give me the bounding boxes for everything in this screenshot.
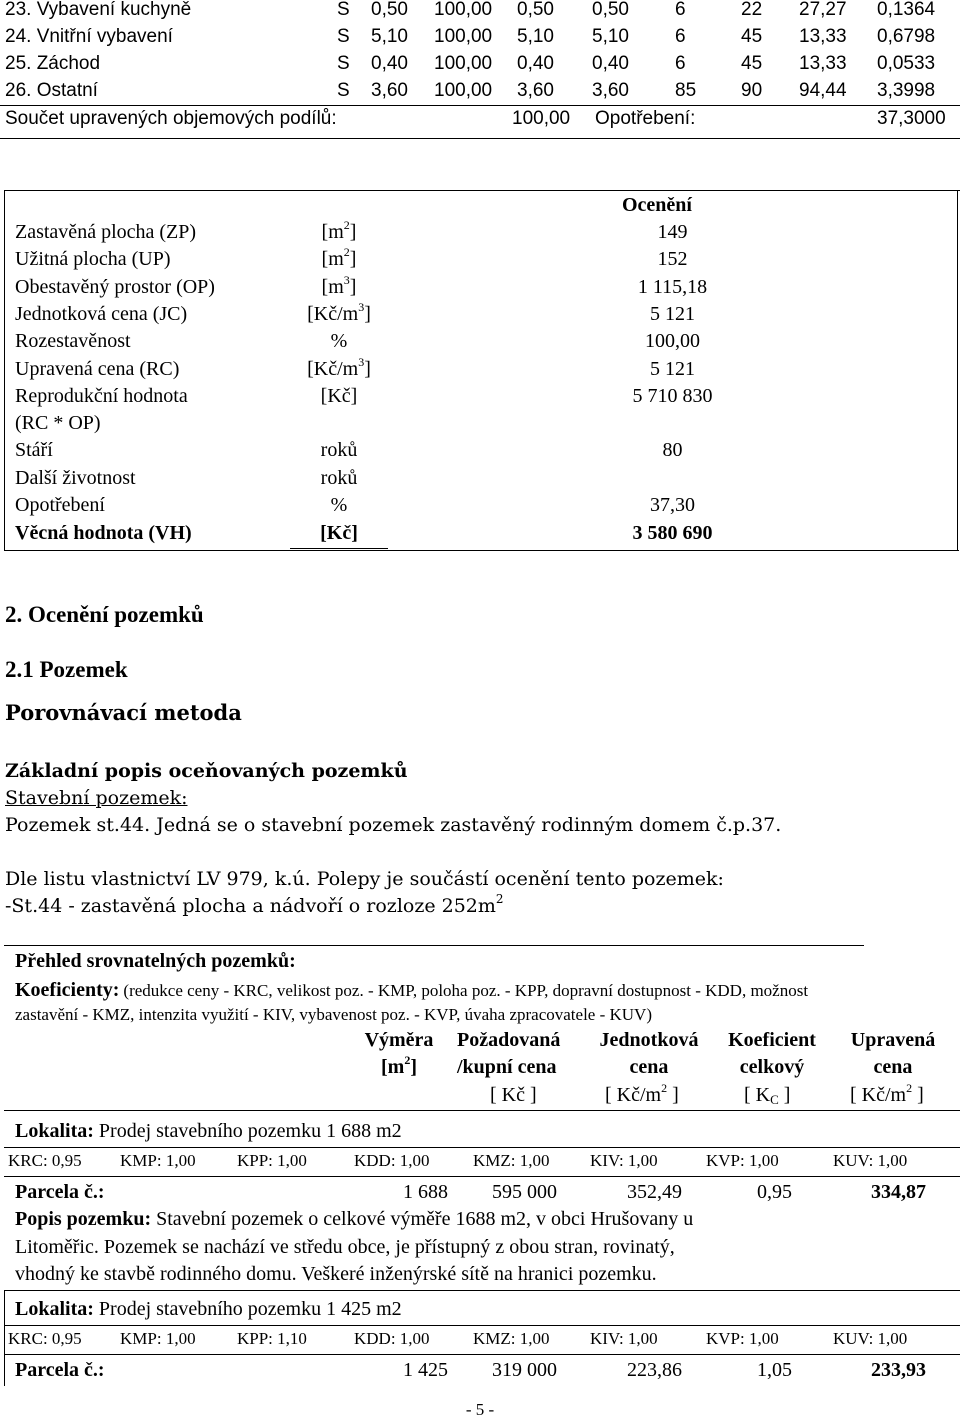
coefficient-value: KUV: 1,00 [833, 1329, 908, 1348]
row-g: 13,33 [799, 53, 847, 74]
header-adjusted-sub: cena [873, 1056, 913, 1078]
description-text-2: Litoměřic. Pozemek se nachází ve středu obce, je přístupný z obou stran, rovinatý, [15, 1236, 675, 1258]
valuation-unit [284, 355, 394, 381]
coefficients-label: Koeficienty: [15, 979, 120, 1001]
locality-line [15, 1120, 402, 1143]
parcel-coefficient: 0,95 [757, 1181, 792, 1203]
valuation-header: Ocenění [622, 194, 692, 216]
coefficient-value: KPP: 1,10 [237, 1329, 307, 1348]
superscript: 2 [906, 1081, 913, 1095]
unit-end: ] [349, 276, 357, 298]
header-area [355, 1029, 443, 1079]
row-c: 5,10 [517, 26, 554, 47]
ownership-note: Dle listu vlastnictví LV 979, k.ú. Polepy je součástí ocenění tento pozemek: [5, 868, 724, 890]
unit-text: [Kč/m [307, 358, 359, 380]
coefficient-value: KMP: 1,00 [120, 1151, 196, 1170]
unit-text: [m [321, 221, 344, 243]
unit-text: % [330, 330, 348, 352]
total-value: 3 580 690 [632, 522, 713, 544]
wear-value: 37,3000 [877, 108, 946, 129]
row-d: 5,10 [592, 26, 629, 47]
unit-end: ] [364, 358, 371, 380]
sum-label: Součet upravených objemových podílů: [5, 108, 337, 129]
valuation-unit [284, 494, 394, 517]
sum-row [0, 108, 960, 136]
coefficient-value: KVP: 1,00 [706, 1151, 779, 1170]
valuation-value: 1 115,18 [637, 276, 708, 298]
parcel-coefficient: 1,05 [757, 1359, 792, 1381]
unit-text: [Kč/m [307, 303, 359, 325]
valuation-unit [284, 330, 394, 353]
coefficient-value: KIV: 1,00 [590, 1329, 658, 1348]
plot-description-line [15, 1208, 693, 1231]
row-d: 0,50 [592, 0, 629, 20]
superscript: 3 [358, 300, 365, 314]
row-a: 0,50 [371, 0, 408, 20]
unit-text: [m [321, 276, 344, 298]
box-right-border [957, 190, 958, 550]
parcel-label: Parcela č.: [15, 1181, 105, 1203]
unit-text: [m [321, 248, 344, 270]
coefficient-value: KMP: 1,00 [120, 1329, 196, 1348]
row-h: 0,6798 [877, 26, 936, 47]
divider [4, 1176, 960, 1177]
parcel-area: 1 688 [403, 1181, 448, 1203]
row-c: 3,60 [517, 80, 554, 101]
row-a: 0,40 [371, 53, 408, 74]
description-text-3: vhodný ke stavbě rodinného domu. Veškeré inženýrské sítě na hranici pozemku. [15, 1263, 657, 1285]
box-top-border [4, 190, 960, 191]
row-f: 90 [741, 80, 763, 101]
parcel-unit-price: 223,86 [627, 1359, 682, 1381]
valuation-value: 5 121 [650, 358, 695, 380]
parcel-adjusted-price: 334,87 [871, 1181, 926, 1203]
divider [4, 1290, 960, 1291]
row-f: 45 [741, 26, 763, 47]
row-type: S [337, 80, 350, 101]
row-h: 0,1364 [877, 0, 936, 20]
header-adjusted-unit [850, 1081, 924, 1107]
parcel-area: 1 425 [403, 1359, 448, 1381]
coefficient-value: KRC: 0,95 [8, 1151, 82, 1170]
header-unit-price-title: Jednotková [599, 1029, 699, 1051]
sum-value: 100,00 [512, 108, 571, 129]
header-adjusted-title: Upravená [850, 1029, 936, 1051]
header-price-unit: [ Kč ] [490, 1084, 537, 1106]
header-price-title: Požadovaná [457, 1029, 561, 1051]
coefficient-value: KPP: 1,00 [237, 1151, 307, 1170]
comparison-title: Přehled srovnatelných pozemků: [15, 950, 296, 972]
box-bottom-border [4, 550, 959, 551]
superscript: 2 [404, 1053, 411, 1067]
row-f: 22 [741, 0, 763, 20]
box-left-border [4, 190, 5, 550]
row-type: S [337, 26, 350, 47]
subsection-heading: 2.1 Pozemek [5, 657, 128, 682]
header-unit-price [588, 1029, 710, 1079]
unit-text: [Kč] [320, 385, 358, 407]
header-price-sub: /kupní cena [457, 1056, 557, 1078]
header-area-unit [355, 1053, 443, 1079]
row-a: 5,10 [371, 26, 408, 47]
row-name: 25. Záchod [5, 53, 101, 74]
valuation-unit [284, 245, 394, 271]
row-g: 27,27 [799, 0, 847, 20]
valuation-value: 37,30 [650, 494, 695, 516]
building-plot-label: Stavební pozemek: [5, 787, 188, 809]
valuation-value: 100,00 [645, 330, 700, 352]
valuation-unit [284, 300, 394, 326]
valuation-unit [284, 467, 394, 490]
valuation-label: Stáří [15, 439, 53, 461]
coefficient-value: KDD: 1,00 [354, 1329, 430, 1348]
valuation-label: Reprodukční hodnota [15, 385, 188, 407]
superscript: 2 [661, 1081, 668, 1095]
locality-text: Prodej stavebního pozemku 1 688 m2 [98, 1120, 402, 1142]
total-label: Věcná hodnota (VH) [15, 522, 192, 544]
unit-text: [m [381, 1056, 405, 1078]
valuation-label: (RC * OP) [15, 412, 101, 434]
unit-end: ] [349, 221, 357, 243]
row-type: S [337, 53, 350, 74]
header-adjusted [838, 1029, 948, 1079]
row-h: 0,0533 [877, 53, 936, 74]
valuation-label: Užitná plocha (UP) [15, 248, 171, 270]
unit-end: ] [364, 303, 371, 325]
locality-text: Prodej stavebního pozemku 1 425 m2 [98, 1298, 402, 1320]
valuation-value: 149 [657, 221, 688, 243]
left-border [4, 1290, 5, 1386]
row-b: 100,00 [434, 26, 493, 47]
superscript: 2 [343, 218, 350, 232]
row-name: 24. Vnitřní vybavení [5, 26, 173, 47]
unit-underline [290, 548, 388, 549]
unit-end: ] [778, 1084, 791, 1106]
row-e: 6 [675, 26, 686, 47]
valuation-label: Jednotková cena (JC) [15, 303, 188, 325]
row-b: 100,00 [434, 0, 493, 20]
row-type: S [337, 0, 350, 20]
superscript: 3 [358, 355, 365, 369]
unit-text: [ K [744, 1084, 771, 1106]
unit-end: ] [410, 1056, 417, 1078]
header-price [457, 1029, 582, 1079]
unit-text: roků [320, 467, 358, 489]
valuation-unit [284, 385, 394, 408]
header-coefficient-unit [744, 1084, 790, 1107]
subscript: C [770, 1092, 779, 1107]
parcel-price: 595 000 [492, 1181, 557, 1203]
divider [4, 1354, 960, 1355]
row-g: 94,44 [799, 80, 847, 101]
row-e: 85 [675, 80, 697, 101]
superscript: 2 [495, 892, 504, 906]
header-divider [4, 1110, 960, 1111]
header-coefficient-sub: celkový [739, 1056, 805, 1078]
unit-text: % [330, 494, 348, 516]
valuation-value: 5 121 [650, 303, 695, 325]
coefficient-row [0, 1151, 960, 1173]
valuation-unit [284, 218, 394, 244]
divider [4, 1325, 960, 1326]
row-b: 100,00 [434, 80, 493, 101]
unit-text: [ Kč/m [605, 1084, 662, 1106]
wear-label: Opotřebení: [595, 108, 696, 129]
row-a: 3,60 [371, 80, 408, 101]
table-row [0, 26, 960, 53]
superscript: 2 [343, 245, 350, 259]
row-e: 6 [675, 0, 686, 20]
description-label: Popis pozemku: [15, 1208, 152, 1230]
locality-label: Lokalita: [15, 1298, 94, 1320]
row-c: 0,50 [517, 0, 554, 20]
coefficient-value: KDD: 1,00 [354, 1151, 430, 1170]
divider [0, 105, 960, 106]
row-b: 100,00 [434, 53, 493, 74]
plot-area-text: -St.44 - zastavěná plocha a nádvoří o rozloze 252m [5, 895, 496, 917]
parcel-price: 319 000 [492, 1359, 557, 1381]
header-coefficient [716, 1029, 828, 1079]
valuation-label: Opotřebení [15, 494, 105, 516]
row-g: 13,33 [799, 26, 847, 47]
coefficient-value: KMZ: 1,00 [473, 1329, 550, 1348]
row-name: 23. Vybavení kuchyně [5, 0, 192, 20]
unit-end: ] [912, 1084, 924, 1106]
header-unit-price-sub: cena [629, 1056, 669, 1078]
valuation-label: Zastavěná plocha (ZP) [15, 221, 197, 243]
table-row [0, 0, 960, 26]
row-f: 45 [741, 53, 763, 74]
coefficients-line [15, 979, 808, 1002]
coefficient-value: KRC: 0,95 [8, 1329, 82, 1348]
plot-description: Pozemek st.44. Jedná se o stavební pozemek zastavěný rodinným domem č.p.37. [5, 814, 782, 836]
valuation-label: Další životnost [15, 467, 136, 489]
row-c: 0,40 [517, 53, 554, 74]
unit-text: [ Kč/m [850, 1084, 907, 1106]
header-area-title: Výměra [364, 1029, 434, 1051]
parcel-label: Parcela č.: [15, 1359, 105, 1381]
valuation-value: 80 [662, 439, 683, 461]
unit-end: ] [349, 248, 357, 270]
coefficients-text: (redukce ceny - KRC, velikost poz. - KMP, poloha poz. - KPP, dopravní dostupnost - KDD, možnost [123, 981, 809, 1000]
header-unit-price-unit [605, 1081, 679, 1107]
divider [0, 138, 960, 139]
superscript: 3 [343, 273, 350, 287]
valuation-label: Obestavěný prostor (OP) [15, 276, 215, 298]
valuation-label: Rozestavěnost [15, 330, 131, 352]
unit-text: roků [320, 439, 358, 461]
locality-line [15, 1298, 402, 1321]
coefficients-text-2: zastavění - KMZ, intenzita využití - KIV, vybavenost poz. - KVP, úvaha zpracovatele - KUV) [15, 1005, 652, 1024]
coefficient-row [0, 1329, 960, 1351]
row-d: 3,60 [592, 80, 629, 101]
description-text: Stavební pozemek o celkové výměře 1688 m2, v obci Hrušovany u [156, 1208, 694, 1230]
basic-title: Základní popis oceňovaných pozemků [5, 760, 408, 782]
valuation-unit [284, 273, 394, 299]
method-heading: Porovnávací metoda [5, 700, 242, 725]
divider [4, 1147, 960, 1148]
total-unit: [Kč] [320, 522, 358, 544]
table-row [0, 53, 960, 80]
valuation-value: 5 710 830 [632, 385, 713, 407]
locality-label: Lokalita: [15, 1120, 94, 1142]
parcel-unit-price: 352,49 [627, 1181, 682, 1203]
row-d: 0,40 [592, 53, 629, 74]
unit-end: ] [667, 1084, 679, 1106]
section-heading: 2. Ocenění pozemků [5, 602, 204, 627]
table-row [0, 80, 960, 107]
row-name: 26. Ostatní [5, 80, 98, 101]
row-e: 6 [675, 53, 686, 74]
coefficient-value: KUV: 1,00 [833, 1151, 908, 1170]
parcel-adjusted-price: 233,93 [871, 1359, 926, 1381]
row-h: 3,3998 [877, 80, 936, 101]
coefficient-value: KVP: 1,00 [706, 1329, 779, 1348]
valuation-value: 152 [657, 248, 688, 270]
coefficient-value: KIV: 1,00 [590, 1151, 658, 1170]
page-number: - 5 - [465, 1400, 495, 1419]
coefficient-value: KMZ: 1,00 [473, 1151, 550, 1170]
plot-area-line [5, 892, 504, 917]
valuation-unit [284, 439, 394, 462]
valuation-label: Upravená cena (RC) [15, 358, 180, 380]
comparison-top-border [4, 945, 864, 946]
header-coefficient-title: Koeficient [728, 1029, 816, 1051]
